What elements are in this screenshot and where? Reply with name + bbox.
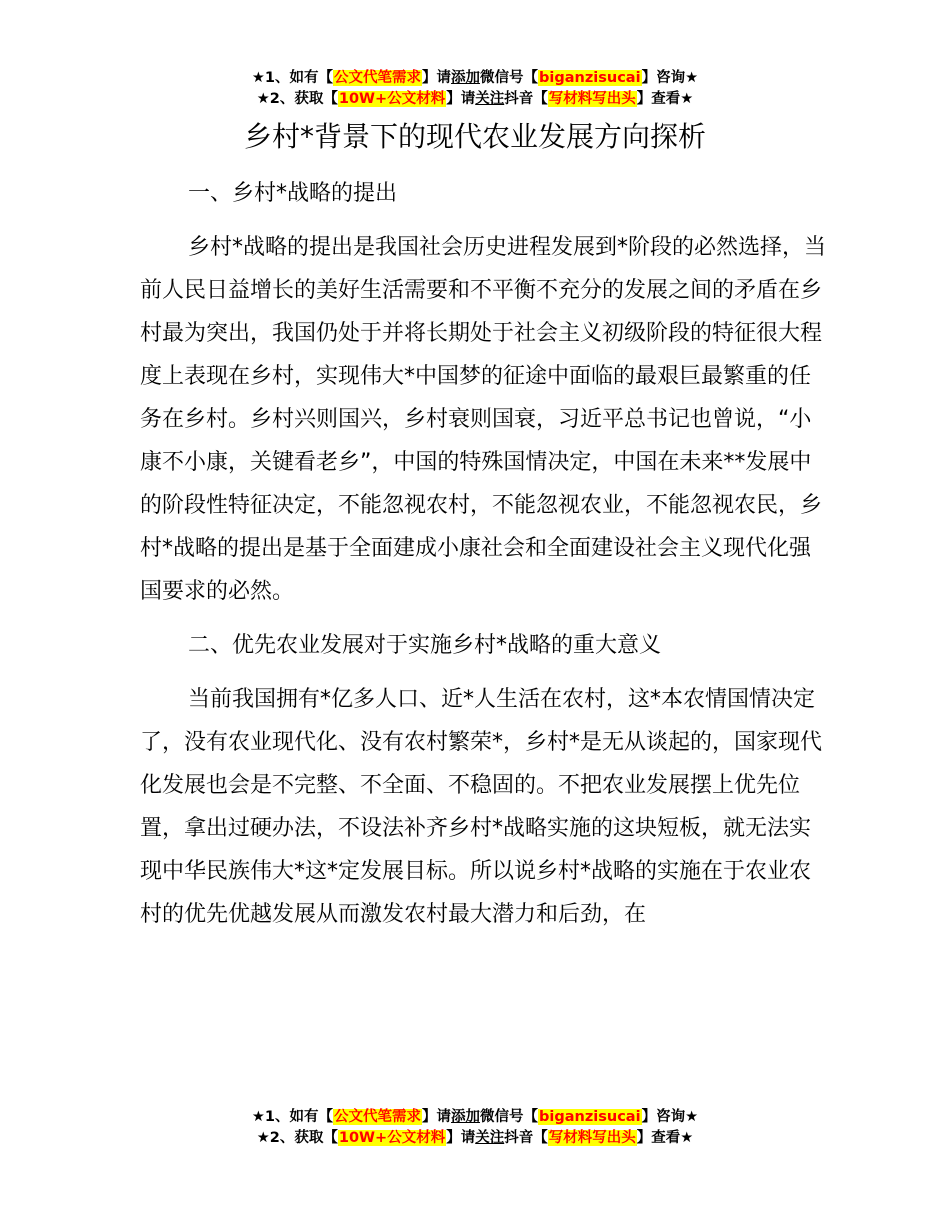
banner-text: ★2、获取【 bbox=[256, 91, 338, 107]
banner-text: 】请 bbox=[422, 1109, 452, 1125]
banner-text: 抖音【 bbox=[504, 91, 548, 107]
banner-text: 】查看★ bbox=[636, 1130, 694, 1146]
banner-highlight: biganzisucai bbox=[539, 70, 641, 86]
banner-text: 】请 bbox=[446, 91, 476, 107]
banner-underlined: 添加 bbox=[451, 70, 481, 86]
document-body bbox=[140, 172, 830, 936]
footer-banner-line-2 bbox=[0, 1128, 950, 1149]
banner-text: 】咨询★ bbox=[641, 70, 699, 86]
banner-text: 】请 bbox=[422, 70, 452, 86]
banner-highlight: 写材料写出头 bbox=[548, 91, 636, 107]
banner-text: ★2、获取【 bbox=[256, 1130, 338, 1146]
banner-text: 】查看★ bbox=[636, 91, 694, 107]
banner-highlight: biganzisucai bbox=[539, 1109, 641, 1125]
banner-text: 】咨询★ bbox=[641, 1109, 699, 1125]
banner-highlight: 公文代笔需求 bbox=[334, 1109, 422, 1125]
section-heading-2: 二、优先农业发展对于实施乡村*战略的重大意义 bbox=[188, 633, 662, 658]
banner-highlight: 公文代笔需求 bbox=[334, 70, 422, 86]
footer-banner-line-1 bbox=[0, 1107, 950, 1128]
banner-text: 微信号【 bbox=[480, 1109, 539, 1125]
banner-highlight: 写材料写出头 bbox=[548, 1130, 636, 1146]
paragraph-2: 当前我国拥有*亿多人口、近*人生活在农村，这*本农情国情决定了，没有农业现代化、没有农村繁荣*，乡村*是无从谈起的，国家现代化发展也会是不完整、不全面、不稳固的。不把农业发展摆上优先位置，拿出过硬办法，不设法补齐乡村*战略实施的这块短板，就无法实现中华民族伟大*这*定发展目标。所以说乡村*战略的实施在于农业农村的优先优越发展从而激发农村最大潜力和后劲，在 bbox=[140, 687, 823, 927]
banner-text: 微信号【 bbox=[480, 70, 539, 86]
banner-text: ★1、如有【 bbox=[251, 1109, 334, 1125]
document-title: 乡村*背景下的现代农业发展方向探析 bbox=[243, 120, 706, 153]
header-banner bbox=[0, 68, 950, 110]
banner-text: ★1、如有【 bbox=[251, 70, 334, 86]
banner-underlined: 关注 bbox=[475, 91, 505, 107]
section-heading-1: 一、乡村*战略的提出 bbox=[188, 181, 398, 206]
banner-underlined: 关注 bbox=[475, 1130, 505, 1146]
banner-underlined: 添加 bbox=[451, 1109, 481, 1125]
banner-highlight: 10W+公文材料 bbox=[338, 1130, 446, 1146]
banner-text: 抖音【 bbox=[504, 1130, 548, 1146]
header-banner-line-1 bbox=[0, 68, 950, 89]
banner-highlight: 10W+公文材料 bbox=[338, 91, 446, 107]
footer-banner bbox=[0, 1107, 950, 1149]
paragraph-1: 乡村*战略的提出是我国社会历史进程发展到*阶段的必然选择，当前人民日益增长的美好生活需要和不平衡不充分的发展之间的矛盾在乡村最为突出，我国仍处于并将长期处于社会主义初级阶段的特征很大程度上表现在乡村，实现伟大*中国梦的征途中面临的最艰巨最繁重的任务在乡村。乡村兴则国兴，乡村衰则国衰，习近平总书记也曾说，“小康不小康，关键看老乡”，中国的特殊国情决定，中国在未来**发展中的阶段性特征决定，不能忽视农村，不能忽视农业，不能忽视农民，乡村*战略的提出是基于全面建成小康社会和全面建设社会主义现代化强国要求的必然。 bbox=[140, 235, 827, 604]
header-banner-line-2 bbox=[0, 89, 950, 110]
banner-text: 】请 bbox=[446, 1130, 476, 1146]
